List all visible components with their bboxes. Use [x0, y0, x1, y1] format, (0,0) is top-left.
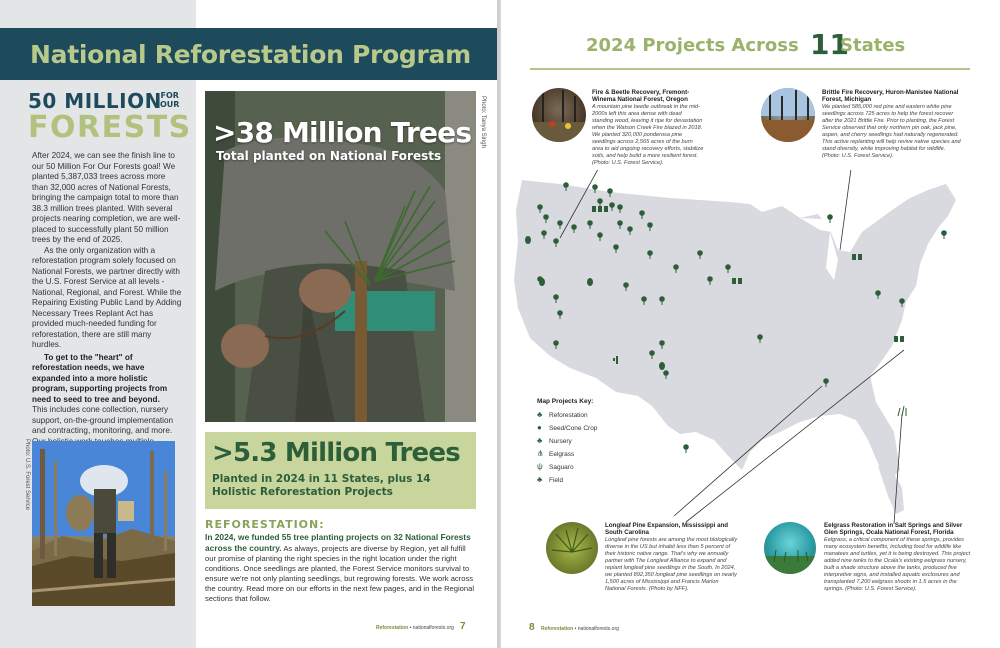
map-key-label: Nursery — [549, 438, 572, 445]
map-key-label: Saguaro — [549, 464, 574, 471]
story-photo-longleaf — [546, 522, 598, 574]
map-key-title: Map Projects Key: — [537, 398, 594, 405]
footer-right: Reforestation • nationalforests.org — [541, 626, 619, 632]
hiker-illustration — [32, 441, 175, 606]
story-photo-longleaf-art — [546, 522, 598, 574]
map-key-item — [537, 462, 574, 471]
story-photo-oregon-art — [532, 88, 586, 142]
intro-paragraph-1: After 2024, we can see the finish line to our 50 Million For Our Forests goal! We planted 5,387,033 trees across more than 32,000 acres of National Forests, bringing the campaign total to more than 38.3 million trees planted. With several projects nearing completion, we are well-placed to successfully plant 50 million trees by the end of 2025. — [32, 151, 181, 244]
page-title: National Reforestation Program — [30, 40, 471, 69]
page-number-left: 7 — [460, 621, 466, 632]
story-photo-eelgrass-art — [764, 522, 816, 574]
tree-icon: ♣ — [537, 410, 543, 419]
story-text-michigan: We planted 585,000 red pine and eastern white pine seedlings across 725 acres to help the forest recover after the 2021 Brittle Fire. Prior to planting, the Forest Service observed that only northern pin oak, jack pine, aspen, and cherry seedlings had naturally regenerated. This active replanting will help revive native species and stand diversity, while improving habitat for wildlife. (Photo: U.S. Forest Service). — [822, 104, 961, 159]
footer-left-site: nationalforests.org — [412, 625, 454, 631]
reforestation-heading: REFORESTATION: — [205, 518, 325, 531]
stat-38-million: >38 Million Trees — [213, 116, 472, 149]
map-key-label: Field — [549, 477, 564, 484]
story-photo-eelgrass — [764, 522, 816, 574]
map-key-item — [537, 449, 574, 458]
reforestation-text: As always, projects are diverse by Region, yet all fulfill our promise of planting the right species in the right location under the right conditions. Once seedlings are planted, the Forest Service monitors survival to ensure we're not only planting seedlings, but regrowing forests. We work across the country. Read more on our efforts in the next few pages, and in the Regional sections that follow. — [205, 544, 475, 603]
footer-right-site: nationalforests.org — [577, 626, 619, 632]
hiker-photo — [32, 441, 175, 606]
campaign-for-our — [160, 91, 179, 109]
story-title-michigan: Brittle Fire Recovery, Huron-Manistee National Forest, Michigan — [822, 89, 959, 104]
photo-credit-trees: Photo: Tanya Singh — [480, 96, 486, 148]
intro-paragraph-2: As the only organization with a reforestation program solely focused on National Forests, we partner directly with the U.S. Forest Service at all levels - National, Regional, and Forest. While the Repairing Existing Public Land by Adding Necessary Trees Replant Act has provided much-needed funding for reforestation, there are still many hurdles. — [32, 245, 182, 349]
map-key-item — [537, 436, 572, 445]
field-icon: ♣ — [537, 475, 543, 484]
story-title-longleaf: Longleaf Pine Expansion, Mississippi and South Carolina — [605, 522, 729, 537]
map-key-label: Seed/Cone Crop — [549, 425, 598, 432]
cone-icon: ● — [537, 423, 542, 432]
reforestation-body — [205, 532, 477, 604]
campaign-for: FOR — [160, 91, 179, 100]
story-photo-michigan-art — [761, 88, 815, 142]
story-photo-oregon — [532, 88, 586, 142]
footer-left-label: Reforestation — [376, 625, 409, 631]
projects-title-states: States — [840, 35, 906, 56]
campaign-forests: FORESTS — [28, 110, 192, 145]
us-map — [500, 170, 1000, 530]
footer-right-label: Reforestation — [541, 626, 574, 632]
campaign-fifty-million: 50 MILLION — [28, 89, 162, 113]
eelgrass-icon: ⋔ — [537, 449, 544, 458]
stat-38-million-caption: Total planted on National Forests — [216, 149, 442, 163]
footer-left: Reforestation • nationalforests.org — [376, 625, 454, 631]
stat-5-million-caption: Planted in 2024 in 11 States, plus 14 Holistic Reforestation Projects — [212, 473, 431, 498]
florida — [878, 466, 904, 514]
map-key-item — [537, 475, 563, 484]
intro-paragraph-3: This includes cone collection, nursery support, on-the-ground implementation and contracting, monitoring, and more. — [32, 405, 174, 435]
story-text-eelgrass: Eelgrass, a critical component of these springs, provides many ecosystem benefits, including food for wildlife like manatees and turtles, yet it is being destroyed. This project added nine tanks to the Ocala's existing eelgrass nursery, built a shade structure above the tanks, produced five interpretive signs, and installed aquatic exclosures and transplanted 7,200 eelgrass shoots in 1.5 acres in the springs. (Photo: U.S. Forest Service). — [824, 537, 971, 592]
map-key-item — [537, 410, 588, 419]
map-key-label: Eelgrass — [549, 451, 575, 458]
story-title-eelgrass: Eelgrass Restoration in Salt Springs and Silver Glen Springs, Ocala National Forest, Florida — [824, 522, 963, 537]
story-text-oregon: A mountain pine beetle outbreak in the mid-2000s left this area dense with dead standing wood, leaving it ripe for devastation when the Watson Creek Fire blazed in 2018. We planted 320,000 ponderosa pine seedlings across 2,565 acres of the burn area to aid ongoing recovery efforts, stabilize soils, and help build a more resilient forest. (Photo: U.S. Forest Service). — [592, 104, 704, 166]
campaign-our: OUR — [160, 100, 180, 109]
photo-credit-hiker: Photo: U.S. Forest Service — [24, 439, 30, 511]
stat-5-million: >5.3 Million Trees — [212, 438, 460, 468]
map-key-item — [537, 423, 597, 432]
map-key-label: Reforestation — [549, 412, 588, 419]
reforestation-lead: In 2024, we funded 55 tree planting projects on 32 National Forests across the country. — [205, 532, 471, 553]
projects-title-number: 11 — [810, 28, 849, 61]
story-title-oregon: Fire & Beetle Recovery, Fremont-Winema National Forest, Oregon — [592, 89, 690, 104]
page-number-right: 8 — [529, 622, 535, 633]
nursery-icon: ♣ — [537, 436, 543, 445]
projects-title: 2024 Projects Across — [586, 35, 799, 56]
story-text-longleaf: Longleaf pine forests are among the most biologically diverse in the US but inhabit less than 5 percent of their historic native range. That's why we annually partner with The Longleaf Alliance to expand and replant longleaf pine seedlings in the South. In 2024, we planted 892,350 longleaf pine seedlings on nearly 1,500 acres of Mississippi and Francis Marion National Forests. (Photo by NFF). — [605, 537, 738, 592]
title-rule — [530, 68, 970, 70]
story-photo-michigan — [761, 88, 815, 142]
intro-body — [32, 151, 182, 468]
cactus-icon: ψ — [537, 462, 543, 471]
intro-paragraph-3-bold: To get to the "heart" of reforestation needs, we have expanded into a more holistic program, supporting projects from need to seed to tree and beyond. — [32, 352, 168, 404]
us-map-land — [514, 180, 956, 478]
